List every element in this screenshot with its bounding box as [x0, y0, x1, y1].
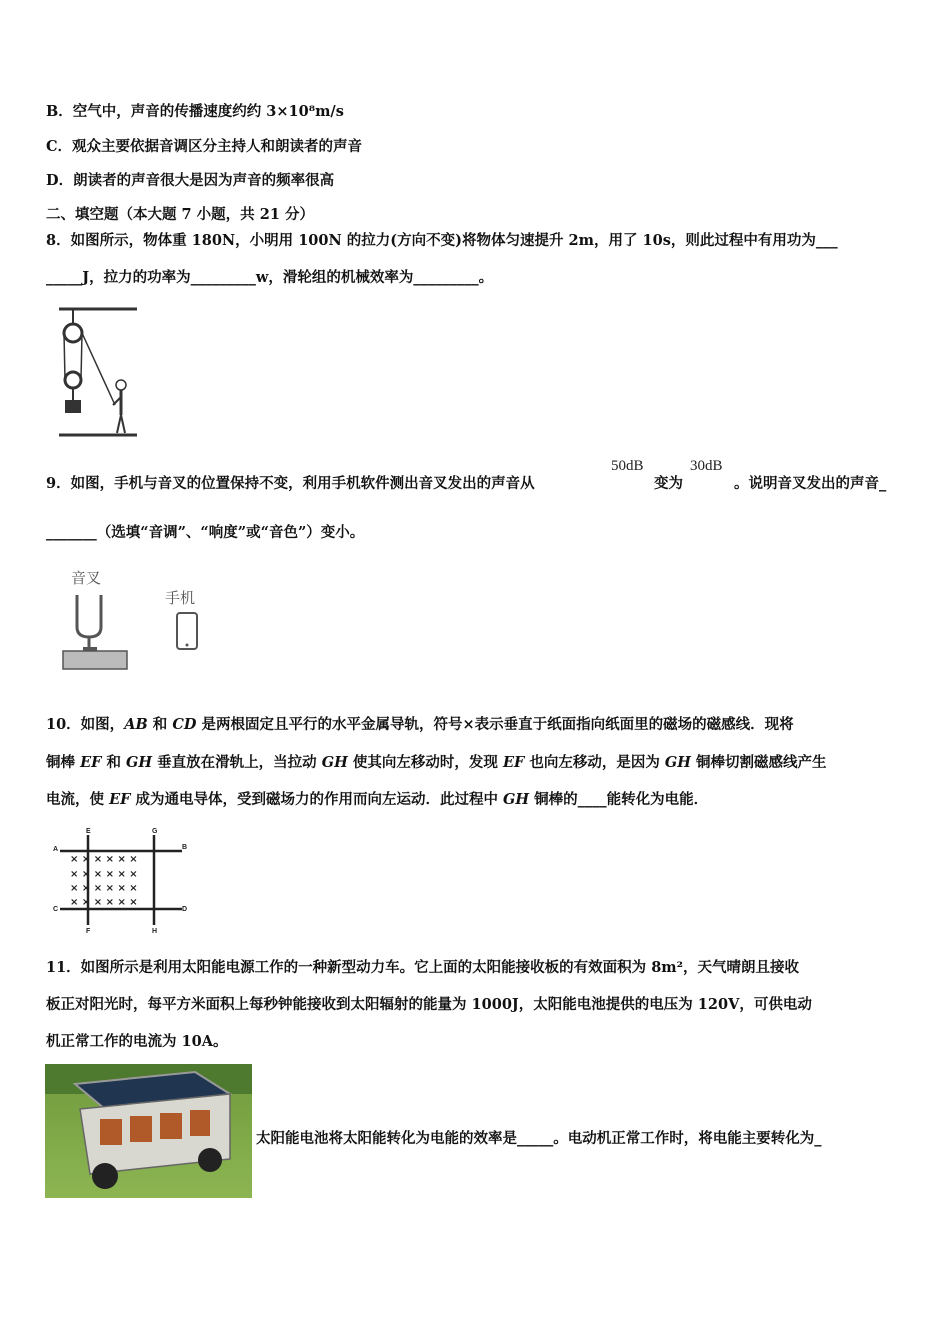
phone-label: 手机 [165, 589, 196, 607]
q10-l2-d: 使其向左移动时，发现 [347, 754, 503, 771]
section-heading: 二、填空题（本大题 7 小题，共 21 分） [46, 206, 314, 223]
q9-line1-c: 。说明音叉发出的声音_ [734, 475, 887, 492]
q9-db-start: 50dB [611, 458, 644, 474]
q11-line1: 11．如图所示是利用太阳能电源工作的一种新型动力车。它上面的太阳能接收板的有效面积为 8m²，天气晴朗且接收 [46, 959, 800, 976]
rails-figure [50, 825, 195, 935]
q10-line3 [46, 790, 708, 810]
q9-line1-a: 9．如图，手机与音叉的位置保持不变，利用手机软件测出音叉发出的声音从 [46, 475, 535, 492]
q10-l3-b: 成为通电导体，受到磁场力的作用而向左运动．此过程中 [130, 791, 504, 808]
choice-b: B．空气中，声音的传播速度约约 3×10⁸m/s [46, 103, 344, 120]
q10-line1 [46, 715, 794, 735]
rod-label-e: E [86, 828, 91, 835]
q11-line3: 机正常工作的电流为 10A。 [46, 1033, 228, 1050]
choice-d: D．朗读者的声音很大是因为声音的频率很高 [46, 172, 335, 189]
q10-and: 和 [147, 716, 173, 733]
svg-text:× × × × × ×: × × × × × × [70, 869, 138, 880]
q10-l1-a: 10．如图， [46, 716, 125, 733]
q11-line2: 板正对阳光时，每平方米面积上每秒钟能接收到太阳辐射的能量为 1000J，太阳能电池提供的电压为 120V，可供电动 [46, 996, 812, 1013]
q10-l2-f: 铜棒切割磁感线产生 [691, 754, 827, 771]
label-gh: GH [126, 754, 153, 771]
svg-text:× × × × × ×: × × × × × × [70, 854, 138, 865]
rail-label-d: D [182, 906, 188, 913]
fork-label: 音叉 [71, 569, 102, 587]
svg-text:× × × × × ×: × × × × × × [70, 883, 138, 894]
choice-c: C．观众主要依据音调区分主持人和朗读者的声音 [46, 138, 363, 155]
q10-line2 [46, 753, 827, 773]
rod-label-g: G [152, 828, 158, 835]
rail-label-a: A [53, 846, 59, 853]
tuning-fork-figure [55, 565, 215, 675]
label-ef: EF [109, 791, 131, 808]
q10-l2-e: 也向左移动，是因为 [524, 754, 665, 771]
svg-text:× × × × × ×: × × × × × × [70, 897, 138, 908]
q9-line2: _______（选填“音调”、“响度”或“音色”）变小。 [46, 524, 365, 541]
q10-l3-a: 电流，使 [46, 791, 110, 808]
q8-line2: _____J，拉力的功率为_________w，滑轮组的机械效率为_________。 [46, 269, 494, 286]
label-cd: CD [172, 716, 197, 733]
label-ab: AB [124, 716, 148, 733]
q9-line1-b: 变为 [654, 475, 683, 492]
label-ef: EF [80, 754, 102, 771]
pulley-figure [55, 305, 145, 440]
q10-l2-a: 铜棒 [46, 754, 81, 771]
label-ef: EF [502, 754, 525, 771]
rail-label-c: C [53, 906, 59, 913]
rail-label-b: B [182, 844, 188, 851]
rod-label-f: F [86, 928, 91, 935]
q10-l2-b: 和 [101, 754, 127, 771]
q10-l2-c: 垂直放在滑轨上，当拉动 [152, 754, 322, 771]
label-gh: GH [503, 791, 530, 808]
q10-l1-b: 是两根固定且平行的水平金属导轨，符号×表示垂直于纸面指向纸面里的磁场的磁感线．现将 [196, 716, 794, 733]
q11-line4: 太阳能电池将太阳能转化为电能的效率是_____。电动机正常工作时，将电能主要转化为_ [256, 1130, 822, 1147]
solar-car-image [45, 1064, 252, 1198]
label-gh: GH [664, 754, 691, 771]
rod-label-h: H [152, 928, 158, 935]
q10-l3-c: 铜棒的____能转化为电能． [529, 791, 709, 808]
q8-line1: 8．如图所示，物体重 180N，小明用 100N 的拉力(方向不变)将物体匀速提升 2m，用了 10s，则此过程中有用功为___ [46, 232, 838, 249]
q9-db-end: 30dB [690, 458, 723, 474]
label-gh: GH [321, 754, 348, 771]
